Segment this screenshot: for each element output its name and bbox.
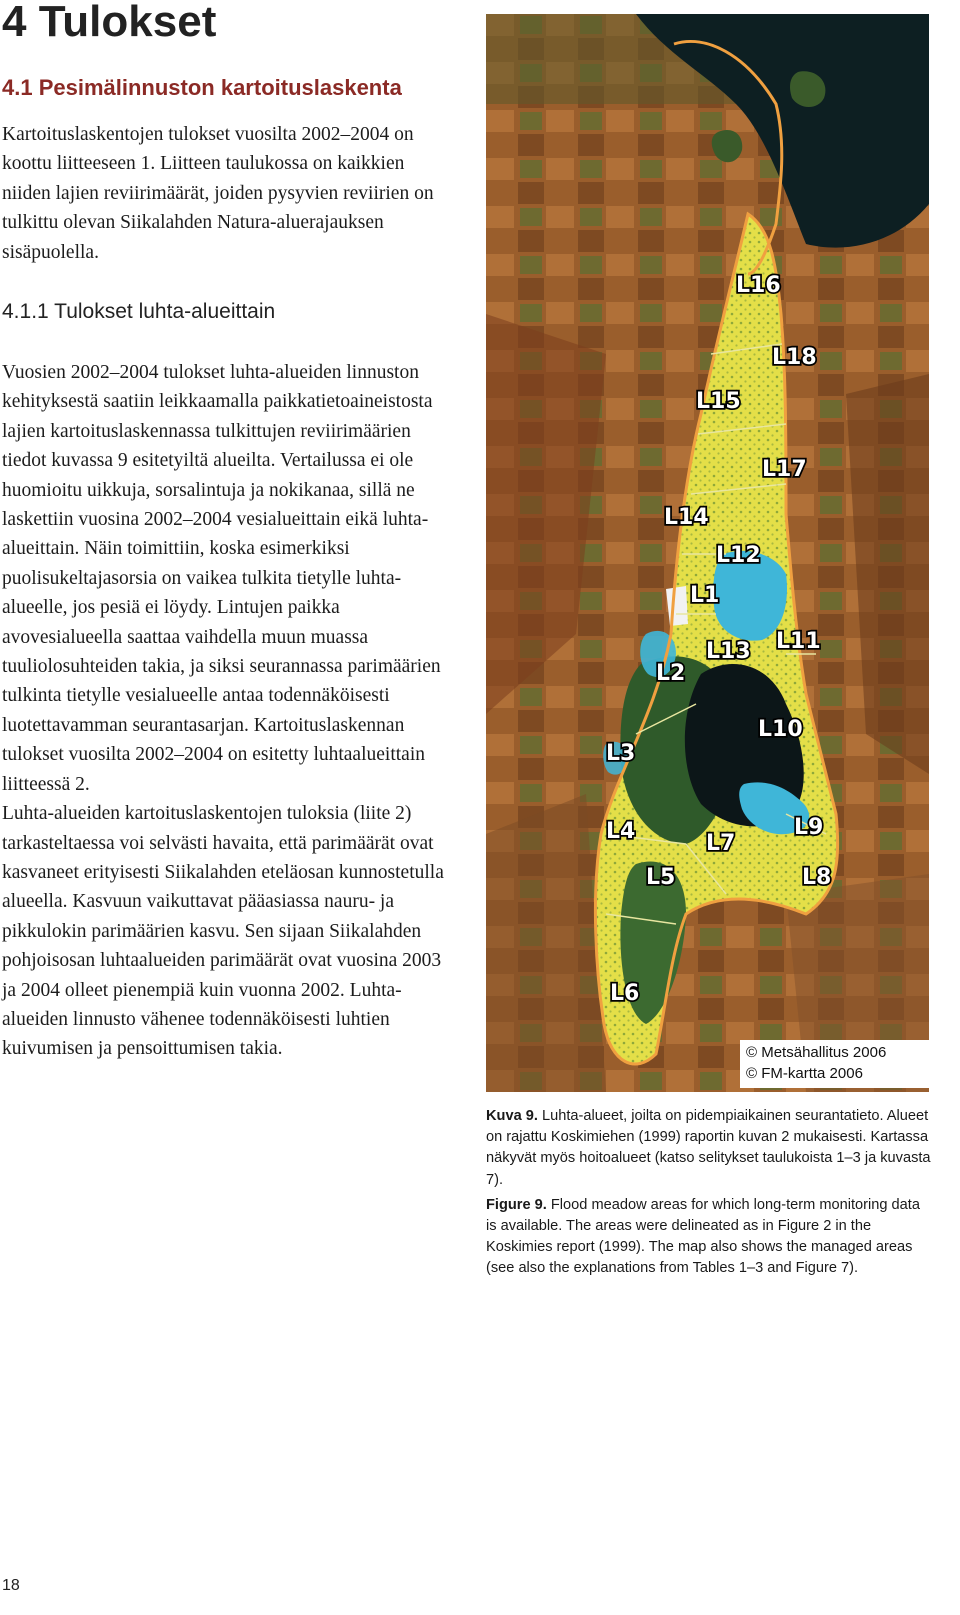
figure-caption — [486, 1106, 932, 1284]
aerial-map-illustration — [486, 14, 929, 1092]
results-paragraph-2: Luhta-alueiden kartoituslaskentojen tuloksia (liite 2) tarkasteltaessa voi selvästi havaita, että parimäärät ovat kasvaneet erityisesti Siikalahden eteläosan kunnostetulla alueella. Kasvuun vaikuttavat pääasiassa nauru- ja pikkulokin parimäärien kasvu. Sen sijaan Siikalahden pohjoisosan luhtaalueiden parimäärät ovat vuosina 2003 ja 2004 olleet pienempiä kuin vuonna 2002. Luhta-alueiden linnusto vähenee todennäköisesti luhtien kuivumisen ja pensoittumisen takia. — [2, 803, 444, 1060]
map-label-l5: L5 — [646, 865, 676, 890]
map-label-l4: L4 — [606, 819, 636, 844]
map-label-l13: L13 — [706, 639, 751, 664]
map-label-l9: L9 — [794, 815, 824, 840]
caption-finnish-label: Kuva 9. — [486, 1108, 538, 1124]
results-paragraph-1: Vuosien 2002–2004 tulokset luhta-alueiden linnuston kehityksestä saatiin leikkaamalla paikkatietoaineistosta lajien kartoituslaskennassa tulkittujen reviirimäärien tiedot kuvassa 9 esitetyiltä alueilta. Vertailussa ei ole huomioitu uikkuja, sorsalintuja ja nokikanaa, sillä ne laskettiin vuosina 2002–2004 vesialueittain eikä luhta-alueittain. Näin toimittiin, koska esimerkiksi puolisukeltajasorsia on vaikea tulkita tietylle luhta-alueelle, jos pesiä ei löydy. Lintujen paikka avovesialueella saattaa vaihdella muun muassa tuuliolosuhteiden takia, ja siksi seurannassa parimäärien tulkinta tietylle vesialueelle antaa todennäköisesti luotettavamman seurantasarjan. Kartoituslaskennan tulokset vuosilta 2002–2004 on esitetty luhtaalueittain liitteessä 2. — [2, 362, 441, 795]
results-text — [2, 358, 450, 1064]
map-label-l11: L11 — [776, 629, 821, 654]
caption-finnish-text: Luhta-alueet, joilta on pidempiaikainen seurantatieto. Alueet on rajattu Koskimiehen (1999) raportin kuvan 2 mukaisesti. Kartassa näkyvät myös hoitoalueet (katso selitykset taulukoista 1–3 ja kuvasta 7). — [486, 1108, 931, 1188]
intro-paragraph-text: Kartoituslaskentojen tulokset vuosilta 2002–2004 on koottu liitteeseen 1. Liitteen taulukossa on kaikkien niiden lajien reviirimäärät, joiden pysyvien reviirien on tulkittu olevan Siikalahden Natura-aluerajauksen sisäpuolella. — [2, 124, 434, 263]
credit-metsahallitus: © Metsähallitus 2006 — [746, 1044, 887, 1061]
figure-map — [486, 14, 929, 1092]
intro-paragraph — [2, 120, 450, 267]
chapter-title: 4 Tulokset — [2, 0, 217, 46]
caption-finnish — [486, 1106, 932, 1191]
section-title: 4.1 Pesimälinnuston kartoituslaskenta — [2, 75, 402, 100]
map-label-l17: L17 — [762, 457, 807, 482]
page-number: 18 — [2, 1577, 20, 1594]
map-label-l18: L18 — [772, 345, 817, 370]
map-label-l1: L1 — [690, 583, 720, 608]
caption-english-label: Figure 9. — [486, 1196, 547, 1213]
map-credits — [740, 1040, 936, 1088]
caption-english-text: Flood meadow areas for which long-term monitoring data is available. The areas were delineated as in Figure 2 in the Koskimies report (1999). The map also shows the managed areas (see also the explanations from Tables 1–3 and Figure 7). — [486, 1196, 920, 1277]
map-label-l10: L10 — [758, 717, 803, 742]
map-label-l14: L14 — [664, 505, 709, 530]
map-label-l12: L12 — [716, 543, 761, 568]
subsection-title: 4.1.1 Tulokset luhta-alueittain — [2, 300, 276, 323]
map-label-l7: L7 — [706, 831, 736, 856]
map-label-l15: L15 — [696, 389, 741, 414]
map-label-l3: L3 — [606, 741, 636, 766]
map-label-l2: L2 — [656, 661, 686, 686]
map-label-l8: L8 — [802, 865, 832, 890]
map-label-l16: L16 — [736, 273, 781, 298]
credit-fm-kartta: © FM-kartta 2006 — [746, 1065, 863, 1082]
map-label-l6: L6 — [610, 981, 640, 1006]
caption-english — [486, 1195, 932, 1280]
